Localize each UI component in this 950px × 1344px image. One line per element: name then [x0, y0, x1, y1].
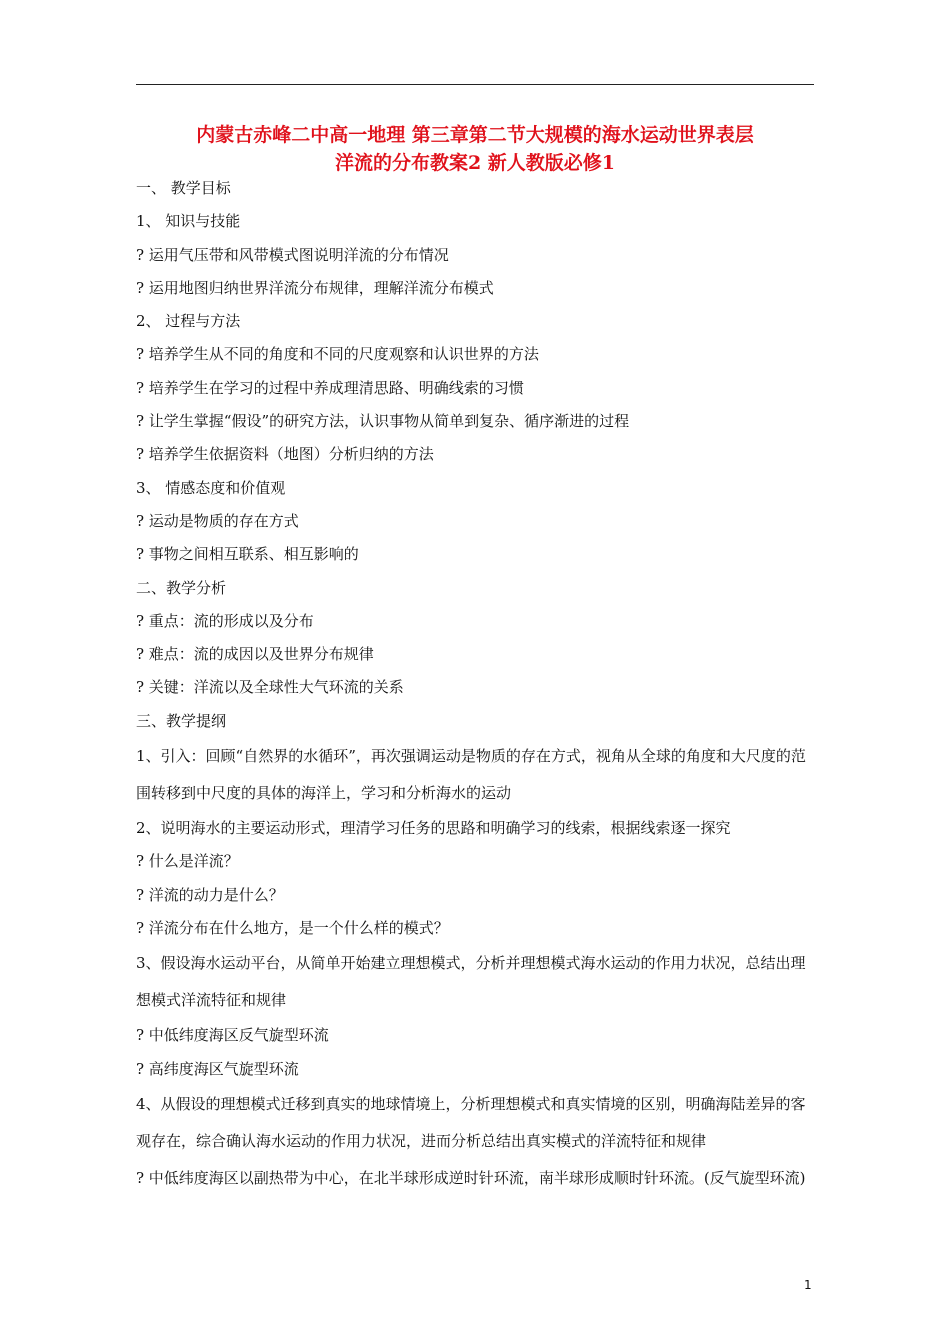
paragraph: 4、从假设的理想模式迁移到真实的地球情境上，分析理想模式和真实情境的区别，明确海陆差异的客观存在，综合确认海水运动的作用力状况，进而分析总结出真实模式的洋流特征和规律 [136, 1094, 806, 1150]
text-line: ? 运用气压带和风带模式图说明洋流的分布情况 [136, 245, 449, 264]
text-line: ? 培养学生从不同的角度和不同的尺度观察和认识世界的方法 [136, 345, 539, 364]
title-line-1: 内蒙古赤峰二中高一地理 第三章第二节大规模的海水运动世界表层 [196, 124, 754, 146]
title-line-2: 洋流的分布教案2 新人教版必修1 [334, 152, 616, 174]
text-line: 一、 教学目标 [136, 179, 231, 197]
text-line: ? 关键：洋流以及全球性大气环流的关系 [136, 678, 404, 697]
paragraph: ? 中低纬度海区以副热带为中心，在北半球形成逆时针环流，南半球形成顺时针环流。(反气旋型环流) [136, 1168, 806, 1187]
text-line: ? 事物之间相互联系、相互影响的 [136, 545, 359, 564]
text-line: ? 培养学生在学习的过程中养成理清思路、明确线索的习惯 [136, 378, 524, 397]
text-line: ? 培养学生依据资料（地图）分析归纳的方法 [136, 445, 434, 464]
text-line: 二、教学分析 [136, 578, 227, 597]
text-line: ? 洋流的动力是什么？ [136, 885, 284, 904]
text-line: 2、说明海水的主要运动形式，理清学习任务的思路和明确学习的线索，根据线索逐一探究 [136, 819, 731, 838]
text-line: 三、教学提纲 [136, 711, 227, 730]
page-number: 1 [804, 1278, 812, 1292]
text-line: 2、 过程与方法 [136, 312, 241, 331]
paragraph: 1、引入：回顾“自然界的水循环”，再次强调运动是物质的存在方式，视角从全球的角度和大尺度的范围转移到中尺度的具体的海洋上，学习和分析海水的运动 [136, 747, 806, 803]
text-line: ? 高纬度海区气旋型环流 [136, 1059, 299, 1078]
text-line: ? 洋流分布在什么地方，是一个什么样的模式？ [136, 918, 449, 937]
text-line: ? 重点：流的形成以及分布 [136, 611, 314, 630]
paragraph: 3、假设海水运动平台，从简单开始建立理想模式，分析并理想模式海水运动的作用力状况，总结出理想模式洋流特征和规律 [136, 954, 806, 1010]
text-line: 1、 知识与技能 [136, 212, 241, 231]
text-line: ? 让学生掌握“假设”的研究方法，认识事物从简单到复杂、循序渐进的过程 [136, 412, 630, 431]
text-line: 3、 情感态度和价值观 [136, 478, 286, 497]
text-line: ? 难点：流的成因以及世界分布规律 [136, 645, 374, 664]
document-body [136, 172, 816, 1197]
header-rule [136, 84, 814, 85]
text-line: ? 中低纬度海区反气旋型环流 [136, 1026, 329, 1045]
text-line: ? 运用地图归纳世界洋流分布规律，理解洋流分布模式 [136, 278, 494, 297]
text-line: ? 运动是物质的存在方式 [136, 511, 299, 530]
document-title [136, 121, 814, 177]
text-line: ? 什么是洋流？ [136, 852, 239, 871]
